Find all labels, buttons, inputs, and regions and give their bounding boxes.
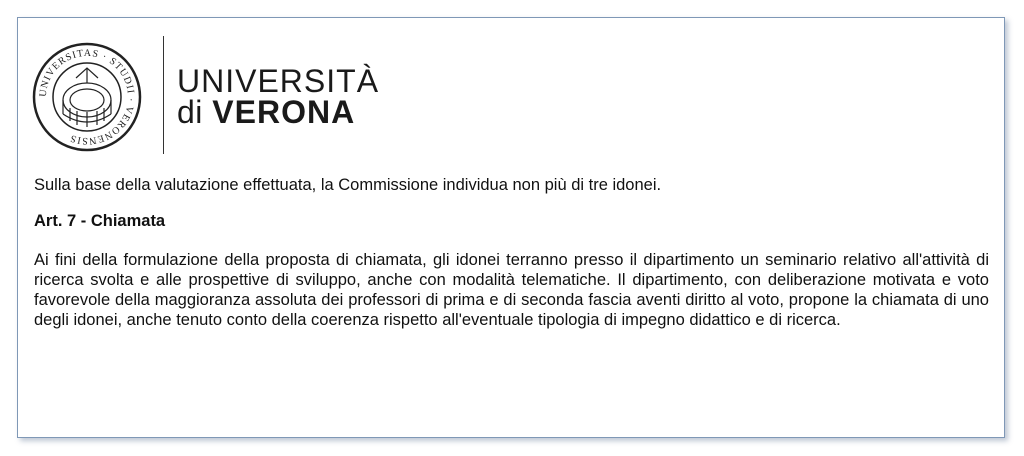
document-body <box>34 174 989 330</box>
university-city: VERONA <box>212 94 356 130</box>
university-prefix: di <box>177 94 203 130</box>
university-word: UNIVERSITÀ <box>177 63 380 99</box>
article-paragraph: Ai fini della formulazione della proposta di chiamata, gli idonei terranno presso il dipartimento un seminario relativo all'attività di ricerca svolta e alle prospettive di sviluppo, anche con modalità telematiche. Il dipartimento, con deliberazione motivata e voto favorevole della maggioranza assoluta dei professori di prima e di seconda fascia aventi diritto al voto, propone la chiamata di uno degli idonei, anche tenuto conto della coerenza rispetto all'eventuale tipologia di impegno didattico e di ricerca. <box>34 251 989 329</box>
university-city-line <box>177 96 379 128</box>
svg-text:UNIVERSITAS · STUDII · VERONEN: UNIVERSITAS · STUDII · VERONENSIS <box>37 47 137 147</box>
document-frame <box>17 17 1005 438</box>
university-name <box>177 63 380 130</box>
intro-paragraph: Sulla base della valutazione effettuata, la Commissione individua non più di tre idonei. <box>34 176 662 194</box>
article-heading: Art. 7 - Chiamata <box>34 212 166 230</box>
logo-divider <box>163 36 164 154</box>
university-seal-icon <box>32 42 142 152</box>
